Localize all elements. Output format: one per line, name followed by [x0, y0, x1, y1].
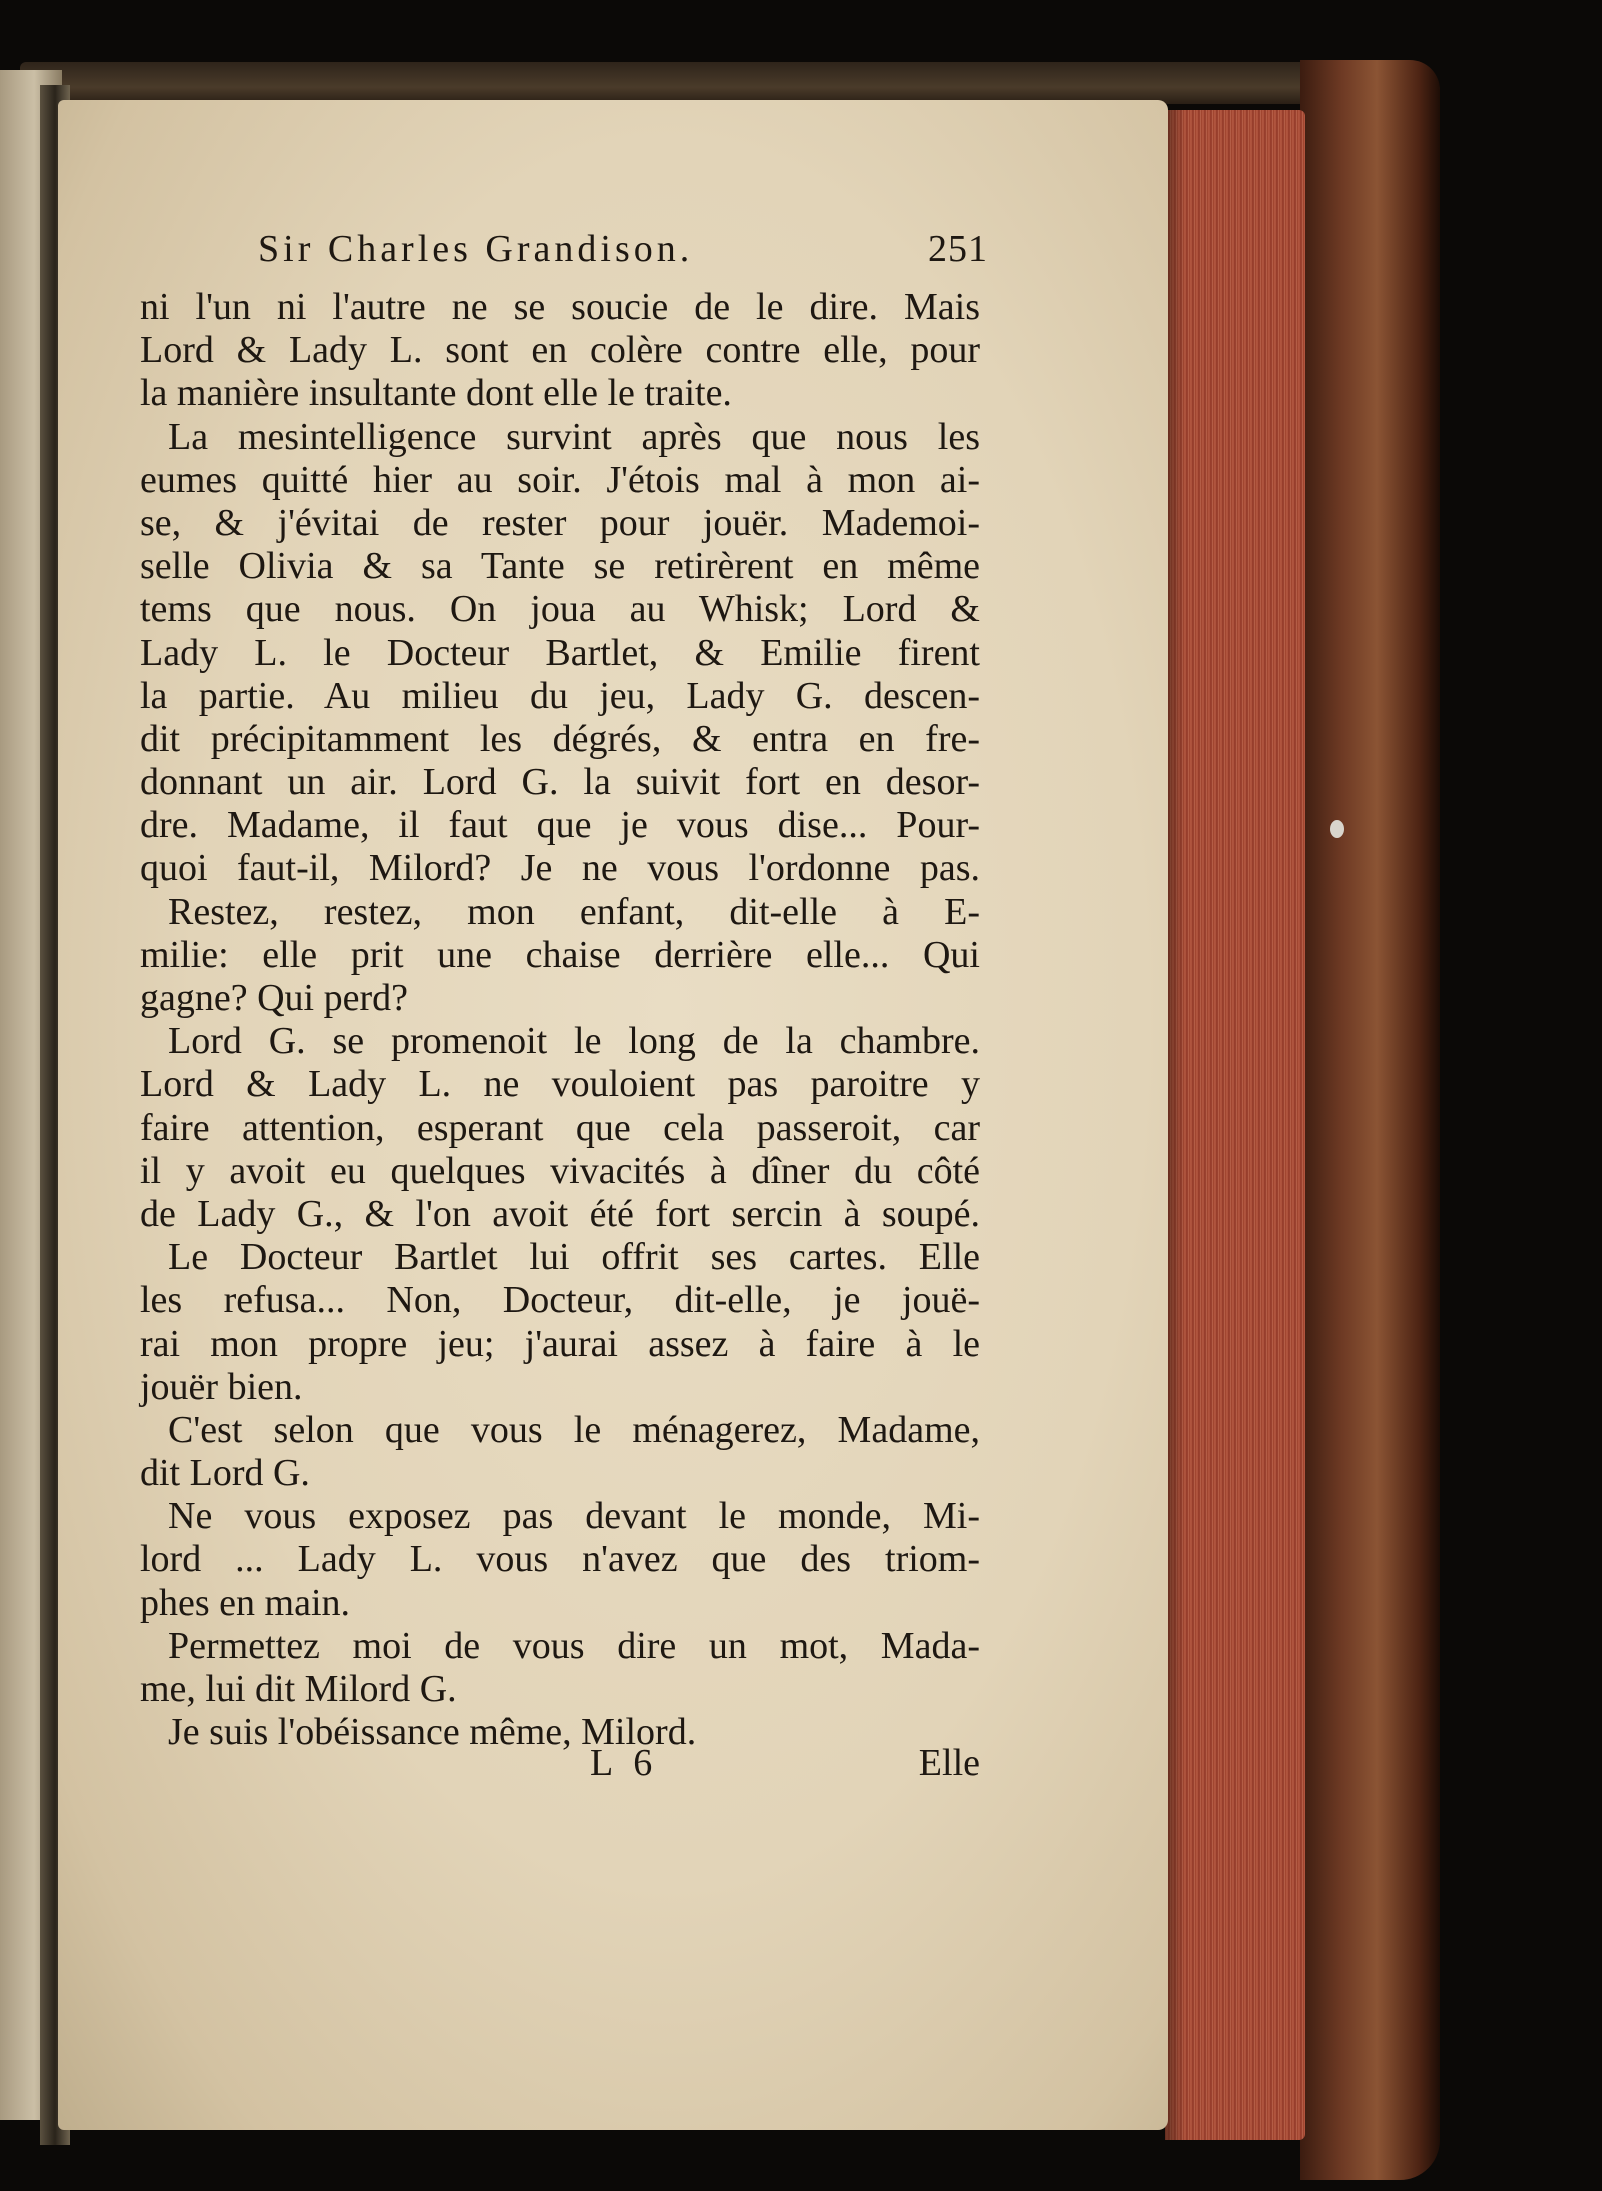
text-line: phes en main. [140, 1581, 351, 1624]
text-line: C'est selon que vous le ménagerez, Madame, [168, 1408, 980, 1451]
running-head-title: Sir Charles Grandison. [258, 228, 694, 270]
book-cover-top [20, 62, 1440, 104]
fore-edge-shadow [1165, 110, 1185, 2140]
text-line: eumes quitté hier au soir. J'étois mal à mon ai- [140, 458, 980, 501]
text-line: rai mon propre jeu; j'aurai assez à faire à le [140, 1322, 980, 1365]
text-line: La mesintelligence survint après que nous les [168, 415, 980, 458]
running-head [258, 225, 988, 273]
text-line: faire attention, esperant que cela passeroit, car [140, 1106, 980, 1149]
text-line: dit Lord G. [140, 1452, 310, 1495]
text-line: gagne? Qui perd? [140, 977, 408, 1019]
catchword: Elle [918, 1742, 980, 1784]
text-line: dit précipitamment les dégrés, & entra en fre- [140, 717, 980, 760]
text-line: donnant un air. Lord G. la suivit fort en desor- [140, 761, 980, 804]
text-line: Lord G. se promenoit le long de la chambre. [168, 1020, 980, 1063]
body-text [140, 286, 980, 1754]
page-fore-edge [1165, 110, 1305, 2140]
text-line: Lord & Lady L. ne vouloient pas paroitre y [140, 1063, 980, 1106]
text-line: la partie. Au milieu du jeu, Lady G. descen- [140, 674, 980, 717]
text-line: tems que nous. On joua au Whisk; Lord & [140, 588, 980, 631]
leather-cover [1300, 60, 1440, 2180]
text-line: ni l'un ni l'autre ne se soucie de le dire. Mais [140, 286, 980, 328]
signature-mark: L 6 [590, 1742, 659, 1784]
text-line: il y avoit eu quelques vivacités à dîner du côté [140, 1149, 980, 1192]
text-line: se, & j'évitai de rester pour jouër. Mademoi- [140, 501, 980, 544]
text-line: Restez, restez, mon enfant, dit-elle à E- [168, 890, 980, 933]
text-line: Lady L. le Docteur Bartlet, & Emilie firent [140, 631, 980, 674]
text-line: lord ... Lady L. vous n'avez que des triom- [140, 1538, 980, 1581]
text-line: quoi faut-il, Milord? Je ne vous l'ordonne pas. [140, 847, 980, 890]
text-line: selle Olivia & sa Tante se retirèrent en même [140, 545, 980, 588]
text-line: de Lady G., & l'on avoit été fort sercin à soupé. [140, 1192, 980, 1235]
text-line: jouër bien. [140, 1365, 303, 1408]
text-line: la manière insultante dont elle le traite. [140, 372, 732, 415]
text-line: Permettez moi de vous dire un mot, Mada- [168, 1624, 980, 1667]
text-line: Lord & Lady L. sont en colère contre elle, pour [140, 329, 980, 372]
clasp-pin-icon [1330, 820, 1344, 838]
text-line: Le Docteur Bartlet lui offrit ses cartes. Elle [168, 1236, 980, 1279]
text-line: Ne vous exposez pas devant le monde, Mi- [168, 1495, 980, 1538]
text-line: me, lui dit Milord G. [140, 1668, 457, 1710]
text-line: milie: elle prit une chaise derrière elle... Qui [140, 933, 980, 976]
text-line: Je suis l'obéissance même, Milord. [168, 1711, 697, 1754]
text-line: les refusa... Non, Docteur, dit-elle, je jouë- [140, 1279, 980, 1322]
page-number: 251 [928, 228, 988, 270]
text-line: dre. Madame, il faut que je vous dise... Pour- [140, 804, 980, 847]
page-footer [140, 1738, 980, 1788]
